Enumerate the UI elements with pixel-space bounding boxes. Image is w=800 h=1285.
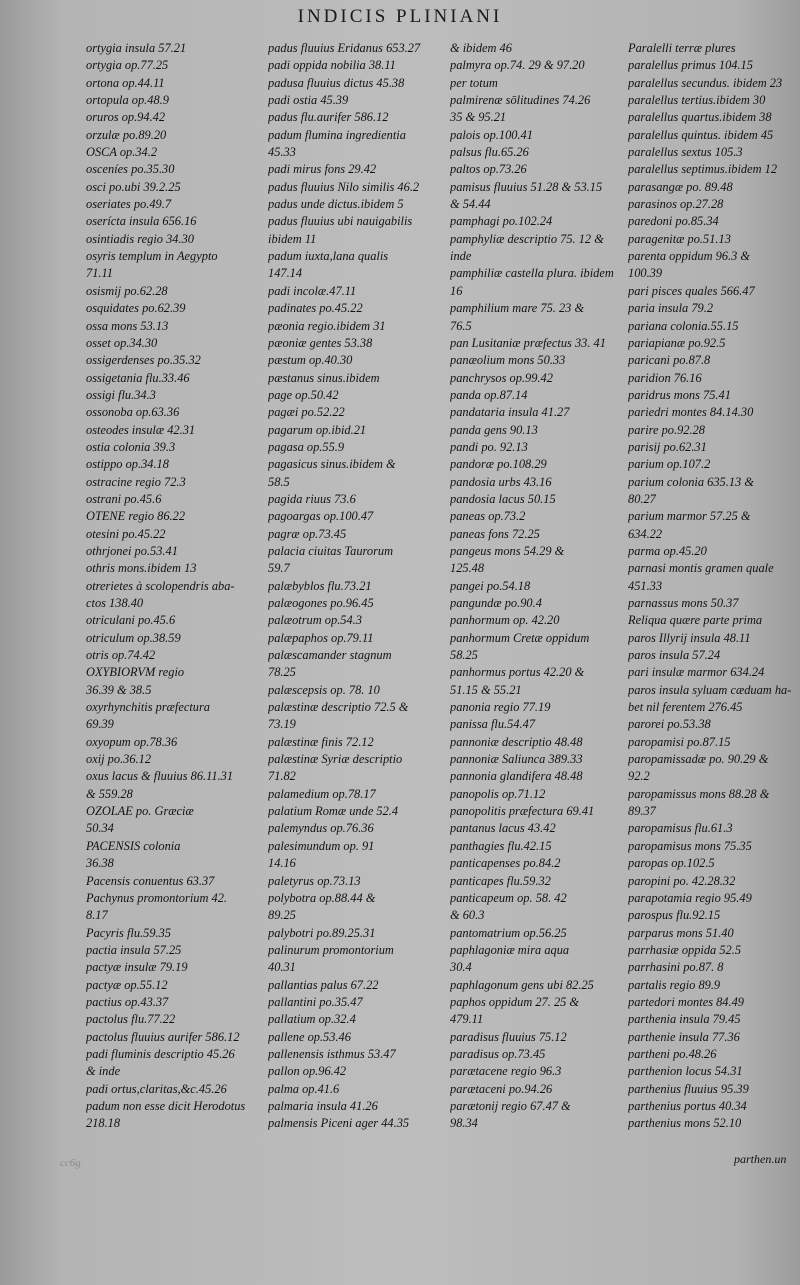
index-entry: bet nil ferentem 276.45 bbox=[628, 700, 743, 715]
index-entry: partheni po.48.26 bbox=[628, 1046, 717, 1061]
index-entry: 92.2 bbox=[628, 769, 650, 784]
index-entry: padum iuxta,lana qualis bbox=[268, 249, 389, 264]
index-entry: partalis regio 89.9 bbox=[628, 977, 721, 992]
index-entry: ossa mons 53.13 bbox=[86, 318, 169, 333]
index-entry: paridion 76.16 bbox=[628, 370, 702, 385]
index-entry: 73.19 bbox=[268, 717, 296, 732]
index-entry: pariapianæ po.92.5 bbox=[628, 335, 726, 350]
index-entry: Pachynus promontorium 42. bbox=[86, 890, 227, 905]
index-entry: pallantini po.35.47 bbox=[268, 994, 363, 1009]
index-entry: panhormum Cretæ oppidum bbox=[450, 630, 590, 645]
index-entry: 89.37 bbox=[628, 804, 656, 819]
index-entry: 40.31 bbox=[268, 960, 296, 975]
index-entry: otriculum op.38.59 bbox=[86, 630, 181, 645]
index-entry: 78.25 bbox=[268, 665, 296, 680]
index-entry: ossigi flu.34.3 bbox=[86, 387, 156, 402]
index-entry: panhormus portus 42.20 & bbox=[450, 665, 585, 680]
index-entry: palæstinæ Syriæ descriptio bbox=[268, 752, 403, 767]
index-column-4 bbox=[628, 40, 798, 1133]
index-entry: palois op.100.41 bbox=[450, 127, 533, 142]
index-entry: parire po.92.28 bbox=[628, 422, 705, 437]
index-entry: osset op.34.30 bbox=[86, 335, 158, 350]
index-entry: paralellus quintus. ibidem 45 bbox=[628, 127, 774, 142]
index-entry: 58.25 bbox=[450, 648, 478, 663]
index-entry: pæstum op.40.30 bbox=[268, 353, 353, 368]
index-entry: paros Illyrij insula 48.11 bbox=[628, 630, 751, 645]
index-entry: paradisus op.73.45 bbox=[450, 1046, 546, 1061]
index-entry: OSCA op.34.2 bbox=[86, 145, 158, 160]
index-entry: othrjonei po.53.41 bbox=[86, 543, 178, 558]
index-entry: osci po.ubi 39.2.25 bbox=[86, 179, 181, 194]
index-entry: pæonia regio.ibidem 31 bbox=[268, 318, 386, 333]
index-entry: panhormum op. 42.20 bbox=[450, 613, 560, 628]
index-entry: ossonoba op.63.36 bbox=[86, 405, 180, 420]
index-entry: pagræ op.73.45 bbox=[268, 526, 347, 541]
index-entry: paridrus mons 75.41 bbox=[628, 387, 731, 402]
index-entry: 16 bbox=[450, 283, 463, 298]
index-entry: palæscepsis op. 78. 10 bbox=[268, 682, 380, 697]
index-entry: pantanus lacus 43.42 bbox=[450, 821, 556, 836]
index-entry: ostippo op.34.18 bbox=[86, 457, 169, 472]
index-entry: palatium Romæ unde 52.4 bbox=[268, 804, 399, 819]
index-entry: palesimundum op. 91 bbox=[268, 838, 375, 853]
index-entry: orzulæ po.89.20 bbox=[86, 127, 167, 142]
index-entry: & 60.3 bbox=[450, 908, 485, 923]
index-entry: paropamisus mons 75.35 bbox=[628, 838, 752, 853]
index-entry: parnassus mons 50.37 bbox=[628, 596, 739, 610]
index-entry: panopolis op.71.12 bbox=[450, 786, 546, 801]
index-entry: OZOLAE po. Græciæ bbox=[86, 804, 194, 819]
index-entry: parospus flu.92.15 bbox=[628, 908, 721, 923]
index-entry: pallatium op.32.4 bbox=[268, 1012, 356, 1027]
margin-mark: cc6g bbox=[60, 1157, 81, 1169]
index-entry: 98.34 bbox=[450, 1116, 478, 1131]
index-entry: paneas op.73.2 bbox=[450, 509, 526, 524]
index-entry: osismij po.62.28 bbox=[86, 283, 168, 298]
index-entry: 634.22 bbox=[628, 526, 663, 541]
index-entry: oxij po.36.12 bbox=[86, 752, 152, 767]
index-entry: pactolus fluuius aurifer 586.12 bbox=[86, 1029, 240, 1044]
index-entry: 100.39 bbox=[628, 266, 663, 281]
index-entry: parium marmor 57.25 & bbox=[628, 509, 751, 524]
index-entry: padi fluminis descriptio 45.26 bbox=[86, 1046, 235, 1061]
index-entry: 147.14 bbox=[268, 266, 303, 281]
index-entry: 479.11 bbox=[450, 1012, 484, 1027]
index-entry: parætonij regio 67.47 & bbox=[450, 1098, 571, 1113]
index-entry: pallenensis isthmus 53.47 bbox=[268, 1046, 396, 1061]
index-entry: oxus lacus & fluuius 86.11.31 bbox=[86, 769, 234, 784]
index-entry: palæogones po.96.45 bbox=[268, 596, 374, 610]
index-column-3 bbox=[450, 40, 622, 1133]
index-entry: ostrani po.45.6 bbox=[86, 491, 162, 506]
index-entry: padi ostia 45.39 bbox=[268, 93, 349, 108]
index-entry: padi ortus,claritas,&c.45.26 bbox=[86, 1081, 227, 1096]
index-entry: pangundæ po.90.4 bbox=[450, 596, 542, 610]
index-entry: pæstanus sinus.ibidem bbox=[268, 370, 380, 385]
index-entry: paragenitæ po.51.13 bbox=[628, 231, 731, 246]
index-entry: polybotra op.88.44 & bbox=[268, 890, 376, 905]
index-entry: pactolus flu.77.22 bbox=[86, 1012, 176, 1027]
index-entry: Reliqua quære parte prima bbox=[628, 613, 763, 628]
index-entry: ibidem 11 bbox=[268, 231, 317, 246]
index-entry: paphos oppidum 27. 25 & bbox=[450, 994, 580, 1009]
index-entry: paltos op.73.26 bbox=[450, 162, 527, 177]
catchword: parthen.un bbox=[734, 1152, 787, 1166]
index-entry: 89.25 bbox=[268, 908, 296, 923]
index-entry: pactia insula 57.25 bbox=[86, 942, 182, 957]
index-entry: panticapeum op. 58. 42 bbox=[450, 890, 567, 905]
index-entry: pactyæ insulæ 79.19 bbox=[86, 960, 188, 975]
index-entry: padus fluuius Nilo similis 46.2 bbox=[268, 179, 420, 194]
index-entry: ortygia op.77.25 bbox=[86, 58, 169, 73]
index-entry: page op.50.42 bbox=[268, 387, 339, 402]
index-entry: parorei po.53.38 bbox=[628, 717, 711, 732]
index-entry: paropamisi po.87.15 bbox=[628, 734, 731, 749]
index-entry: pariana colonia.55.15 bbox=[628, 318, 739, 333]
index-entry: paropamisus flu.61.3 bbox=[628, 821, 733, 836]
index-entry: 8.17 bbox=[86, 908, 108, 923]
index-entry: palmensis Piceni ager 44.35 bbox=[268, 1116, 410, 1131]
index-entry: pandoræ po.108.29 bbox=[450, 457, 547, 472]
index-entry: padi incolæ.47.11 bbox=[268, 283, 357, 298]
index-entry: paropini po. 42.28.32 bbox=[628, 873, 736, 888]
index-entry: paropas op.102.5 bbox=[628, 856, 715, 871]
index-entry: pari pisces quales 566.47 bbox=[628, 283, 755, 298]
index-entry: panonia regio 77.19 bbox=[450, 700, 551, 715]
index-entry: Pacyris flu.59.35 bbox=[86, 925, 172, 940]
index-entry: panthagies flu.42.15 bbox=[450, 838, 552, 853]
index-entry: pariedri montes 84.14.30 bbox=[628, 405, 754, 420]
index-column-2 bbox=[268, 40, 446, 1133]
index-entry: pamphyliæ descriptio 75. 12 & bbox=[450, 231, 604, 246]
index-entry: ossigerdenses po.35.32 bbox=[86, 353, 201, 368]
index-entry: padusa fluuius dictus 45.38 bbox=[268, 75, 405, 90]
index-entry: 36.38 bbox=[86, 856, 114, 871]
index-entry: paricani po.87.8 bbox=[628, 353, 711, 368]
index-entry: palamedium op.78.17 bbox=[268, 786, 376, 801]
index-entry: paria insula 79.2 bbox=[628, 301, 714, 316]
index-entry: palmyra op.74. 29 & 97.20 bbox=[450, 58, 585, 73]
index-entry: & ibidem 46 bbox=[450, 41, 512, 55]
index-entry: pæoniæ gentes 53.38 bbox=[268, 335, 373, 350]
index-entry: ortona op.44.11 bbox=[86, 75, 165, 90]
index-entry: pagoargas op.100.47 bbox=[268, 509, 374, 524]
index-entry: per totum bbox=[450, 75, 498, 90]
index-entry: parasangæ po. 89.48 bbox=[628, 179, 733, 194]
index-entry: pallantias palus 67.22 bbox=[268, 977, 379, 992]
index-column-1 bbox=[86, 40, 261, 1133]
index-entry: parenta oppidum 96.3 & bbox=[628, 249, 751, 264]
index-entry: ctos 138.40 bbox=[86, 596, 144, 610]
index-entry: palæstinæ descriptio 72.5 & bbox=[268, 700, 409, 715]
index-entry: pandosia lacus 50.15 bbox=[450, 491, 556, 506]
index-entry: 125.48 bbox=[450, 561, 485, 576]
index-entry: pamphagi po.102.24 bbox=[450, 214, 553, 229]
index-entry: partedori montes 84.49 bbox=[628, 994, 744, 1009]
index-entry: paropamissadæ po. 90.29 & bbox=[628, 752, 769, 767]
index-entry: pangei po.54.18 bbox=[450, 578, 531, 593]
index-entry: oruros op.94.42 bbox=[86, 110, 166, 125]
index-entry: pannoniæ descriptio 48.48 bbox=[450, 734, 583, 749]
index-entry: palacia ciuitas Taurorum bbox=[268, 543, 394, 558]
index-entry: palybotri po.89.25.31 bbox=[268, 925, 376, 940]
index-entry: osintiadis regio 34.30 bbox=[86, 231, 194, 246]
index-entry: pandi po. 92.13 bbox=[450, 439, 528, 454]
index-entry: padum non esse dicit Herodotus bbox=[86, 1098, 246, 1113]
index-entry: 80.27 bbox=[628, 491, 656, 506]
index-entry: pannonia glandifera 48.48 bbox=[450, 769, 583, 784]
index-entry: otriculani po.45.6 bbox=[86, 613, 176, 628]
index-entry: 50.34 bbox=[86, 821, 114, 836]
index-entry: pagæi po.52.22 bbox=[268, 405, 345, 420]
index-entry: Pacensis conuentus 63.37 bbox=[86, 873, 215, 888]
index-entry: paralellus sextus 105.3 bbox=[628, 145, 743, 160]
index-entry: parisij po.62.31 bbox=[628, 439, 707, 454]
index-entry: parthenius mons 52.10 bbox=[628, 1116, 742, 1131]
index-entry: pari insulæ marmor 634.24 bbox=[628, 665, 765, 680]
index-entry: paralellus primus 104.15 bbox=[628, 58, 753, 73]
index-entry: PACENSIS colonia bbox=[86, 838, 181, 853]
index-entry: paphlagoniæ mira aqua bbox=[450, 942, 570, 957]
index-entry: parrhasiæ oppida 52.5 bbox=[628, 942, 742, 957]
index-entry: panopolitis præfectura 69.41 bbox=[450, 804, 595, 819]
index-entry: & inde bbox=[86, 1064, 121, 1079]
index-entry: pamisus fluuius 51.28 & 53.15 bbox=[450, 179, 603, 194]
index-entry: padi oppida nobilia 38.11 bbox=[268, 58, 396, 73]
index-entry: parthenion locus 54.31 bbox=[628, 1064, 743, 1079]
index-entry: pamphiliæ castella plura. ibidem bbox=[450, 266, 614, 281]
index-entry: parthenius fluuius 95.39 bbox=[628, 1081, 749, 1096]
index-entry: palmirenæ sōlitudines 74.26 bbox=[450, 93, 591, 108]
index-entry: palma op.41.6 bbox=[268, 1081, 340, 1096]
index-entry: paredoni po.85.34 bbox=[628, 214, 719, 229]
index-entry: paralellus tertius.ibidem 30 bbox=[628, 93, 766, 108]
index-entry: 35 & 95.21 bbox=[450, 110, 507, 125]
index-entry: oxyrhynchitis præfectura bbox=[86, 700, 211, 715]
index-entry: 218.18 bbox=[86, 1116, 121, 1131]
index-entry: parparus mons 51.40 bbox=[628, 925, 734, 940]
index-entry: OTENE regio 86.22 bbox=[86, 509, 186, 524]
index-entry: parasinos op.27.28 bbox=[628, 197, 724, 212]
index-entry: paletyrus op.73.13 bbox=[268, 873, 361, 888]
index-entry: ortopula op.48.9 bbox=[86, 93, 169, 108]
index-entry: padus fluuius ubi nauigabilis bbox=[268, 214, 413, 229]
index-entry: 45.33 bbox=[268, 145, 296, 160]
running-header: INDICIS PLINIANI bbox=[297, 6, 503, 27]
index-entry: parapotamia regio 95.49 bbox=[628, 890, 752, 905]
index-entry: pandosia urbs 43.16 bbox=[450, 474, 552, 489]
index-entry: paros insula 57.24 bbox=[628, 648, 721, 663]
index-entry: parnasi montis gramen quale bbox=[628, 561, 774, 576]
index-entry: otesini po.45.22 bbox=[86, 526, 166, 541]
index-entry: ostracine regio 72.3 bbox=[86, 474, 186, 489]
index-entry: osquidates po.62.39 bbox=[86, 301, 186, 316]
index-entry: paralellus secundus. ibidem 23 bbox=[628, 75, 783, 90]
index-entry: parma op.45.20 bbox=[628, 543, 707, 558]
index-entry: 71.11 bbox=[86, 266, 113, 281]
index-entry: otris op.74.42 bbox=[86, 648, 156, 663]
index-entry: parætacene regio 96.3 bbox=[450, 1064, 562, 1079]
index-entry: 59.7 bbox=[268, 561, 290, 576]
index-entry: pallene op.53.46 bbox=[268, 1029, 351, 1044]
index-entry: padi mirus fons 29.42 bbox=[268, 162, 377, 177]
index-entry: pagida riuus 73.6 bbox=[268, 491, 356, 506]
index-entry: panissa flu.54.47 bbox=[450, 717, 536, 732]
index-entry: paneas fons 72.25 bbox=[450, 526, 540, 541]
index-entry: pan Lusitaniæ præfectus 33. 41 bbox=[450, 335, 606, 350]
index-entry: paralellus septimus.ibidem 12 bbox=[628, 162, 778, 177]
index-entry: pangeus mons 54.29 & bbox=[450, 543, 565, 558]
index-entry: Paralelli terræ plures bbox=[628, 41, 736, 55]
index-entry: oseriates po.49.7 bbox=[86, 197, 172, 212]
index-entry: palmaria insula 41.26 bbox=[268, 1098, 378, 1113]
index-entry: paradisus fluuius 75.12 bbox=[450, 1029, 567, 1044]
index-entry: parium colonia 635.13 & bbox=[628, 474, 754, 489]
index-entry: panchrysos op.99.42 bbox=[450, 370, 553, 385]
index-entry: osceníes po.35.30 bbox=[86, 162, 175, 177]
index-entry: oserícta insula 656.16 bbox=[86, 214, 197, 229]
index-entry: 58.5 bbox=[268, 474, 290, 489]
index-entry: padum flumina ingredientia bbox=[268, 127, 406, 142]
index-entry: padinates po.45.22 bbox=[268, 301, 363, 316]
index-entry: parium op.107.2 bbox=[628, 457, 711, 472]
index-entry: paros insula syluam cæduam ha- bbox=[628, 682, 792, 697]
index-entry: 71.82 bbox=[268, 769, 296, 784]
index-entry: padus fluuius Eridanus 653.27 bbox=[268, 41, 421, 55]
index-entry: ostia colonia 39.3 bbox=[86, 439, 176, 454]
index-entry: parætaceni po.94.26 bbox=[450, 1081, 553, 1096]
index-entry: parrhasini po.87. 8 bbox=[628, 960, 724, 975]
index-entry: & 559.28 bbox=[86, 786, 133, 801]
index-entry: othris mons.ibidem 13 bbox=[86, 561, 197, 576]
index-entry: palinurum promontorium bbox=[268, 942, 394, 957]
index-entry: oxyopum op.78.36 bbox=[86, 734, 178, 749]
index-entry: panticapenses po.84.2 bbox=[450, 856, 561, 871]
index-entry: palæstinæ finis 72.12 bbox=[268, 734, 374, 749]
index-entry: 30.4 bbox=[450, 960, 472, 975]
index-entry: pantomatrium op.56.25 bbox=[450, 925, 567, 940]
index-entry: palsus flu.65.26 bbox=[450, 145, 529, 160]
index-entry: & 54.44 bbox=[450, 197, 491, 212]
index-entry: parthenius portus 40.34 bbox=[628, 1098, 747, 1113]
index-entry: inde bbox=[450, 249, 472, 264]
index-entry: palæpaphos op.79.11 bbox=[268, 630, 374, 645]
index-entry: otrerietes à scolopendris aba- bbox=[86, 578, 235, 593]
index-entry: 76.5 bbox=[450, 318, 472, 333]
index-entry: pallon op.96.42 bbox=[268, 1064, 347, 1079]
index-entry: osyris templum in Aegypto bbox=[86, 249, 218, 264]
index-entry: osteodes insulæ 42.31 bbox=[86, 422, 196, 437]
index-entry: paropamissus mons 88.28 & bbox=[628, 786, 770, 801]
index-entry: OXYBIORVM regio bbox=[86, 665, 185, 680]
index-entry: ossigetania flu.33.46 bbox=[86, 370, 190, 385]
index-entry: 14.16 bbox=[268, 856, 296, 871]
index-entry: pactius op.43.37 bbox=[86, 994, 169, 1009]
index-entry: parthenia insula 79.45 bbox=[628, 1012, 741, 1027]
index-entry: palæotrum op.54.3 bbox=[268, 613, 362, 628]
index-entry: 69.39 bbox=[86, 717, 114, 732]
index-entry: panticapes flu.59.32 bbox=[450, 873, 551, 888]
index-entry: pandataria insula 41.27 bbox=[450, 405, 570, 420]
index-entry: 36.39 & 38.5 bbox=[86, 682, 152, 697]
index-entry: paphlagonum gens ubi 82.25 bbox=[450, 977, 594, 992]
index-entry: palæscamander stagnum bbox=[268, 648, 392, 663]
index-entry: 451.33 bbox=[628, 578, 663, 593]
index-entry: 51.15 & 55.21 bbox=[450, 682, 522, 697]
index-entry: pactyæ op.55.12 bbox=[86, 977, 168, 992]
index-entry: pagasicus sinus.ibidem & bbox=[268, 457, 396, 472]
index-entry: pamphilium mare 75. 23 & bbox=[450, 301, 585, 316]
index-entry: pagarum op.ibid.21 bbox=[268, 422, 367, 437]
index-entry: ortygia insula 57.21 bbox=[86, 41, 187, 55]
index-entry: panda op.87.14 bbox=[450, 387, 528, 402]
index-entry: palæbyblos flu.73.21 bbox=[268, 578, 372, 593]
index-entry: padus flu.aurifer 586.12 bbox=[268, 110, 389, 125]
index-entry: paralellus quartus.ibidem 38 bbox=[628, 110, 772, 125]
index-entry: pagasa op.55.9 bbox=[268, 439, 345, 454]
index-entry: parthenie insula 77.36 bbox=[628, 1029, 740, 1044]
index-entry: palemyndus op.76.36 bbox=[268, 821, 374, 836]
index-entry: panda gens 90.13 bbox=[450, 422, 538, 437]
index-entry: panæolium mons 50.33 bbox=[450, 353, 566, 368]
index-entry: pannoniæ Saliunca 389.33 bbox=[450, 752, 583, 767]
index-entry: padus unde dictus.ibidem 5 bbox=[268, 197, 404, 212]
